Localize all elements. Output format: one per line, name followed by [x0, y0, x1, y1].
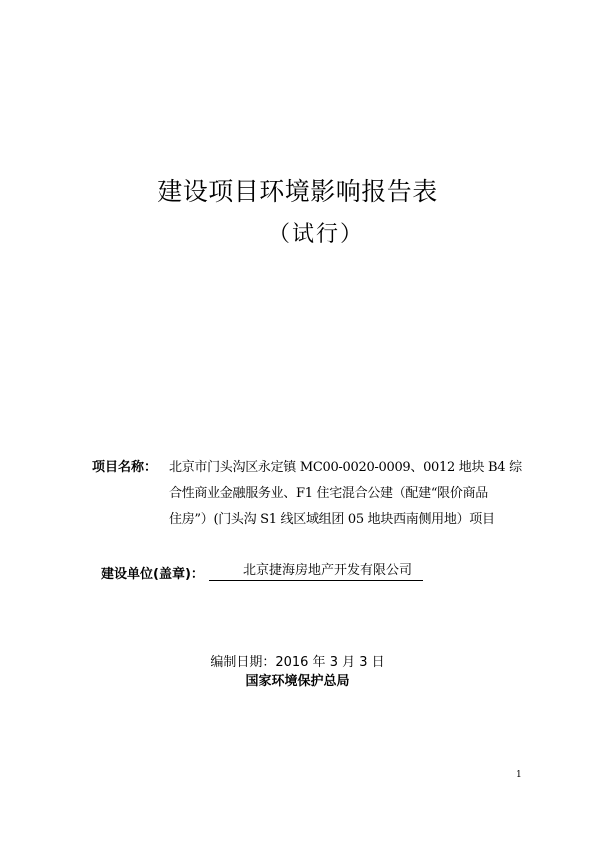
construction-unit-value: 北京捷海房地产开发有限公司: [209, 562, 423, 581]
document-subtitle: （试行）: [268, 222, 365, 247]
construction-unit-label: 建设单位(盖章)：: [101, 567, 204, 582]
project-name-line-2: 合性商业金融服务业、F1 住宅混合公建（配建“限价商品: [169, 486, 488, 501]
project-name-line-1: 北京市门头沟区永定镇 MC00-0020-0009、0012 地块 B4 综: [169, 460, 522, 475]
project-name-line-3: 住房”）(门头沟 S1 线区域组团 05 地块西南侧用地）项目: [169, 512, 495, 527]
compile-date: 编制日期：2016 年 3 月 3 日: [210, 655, 385, 670]
project-name-label: 项目名称：: [92, 460, 158, 475]
issuing-organization: 国家环境保护总局: [245, 674, 350, 689]
page-number: 1: [516, 770, 522, 780]
project-name-value: [169, 455, 545, 533]
document-title: 建设项目环境影响报告表: [157, 177, 438, 206]
